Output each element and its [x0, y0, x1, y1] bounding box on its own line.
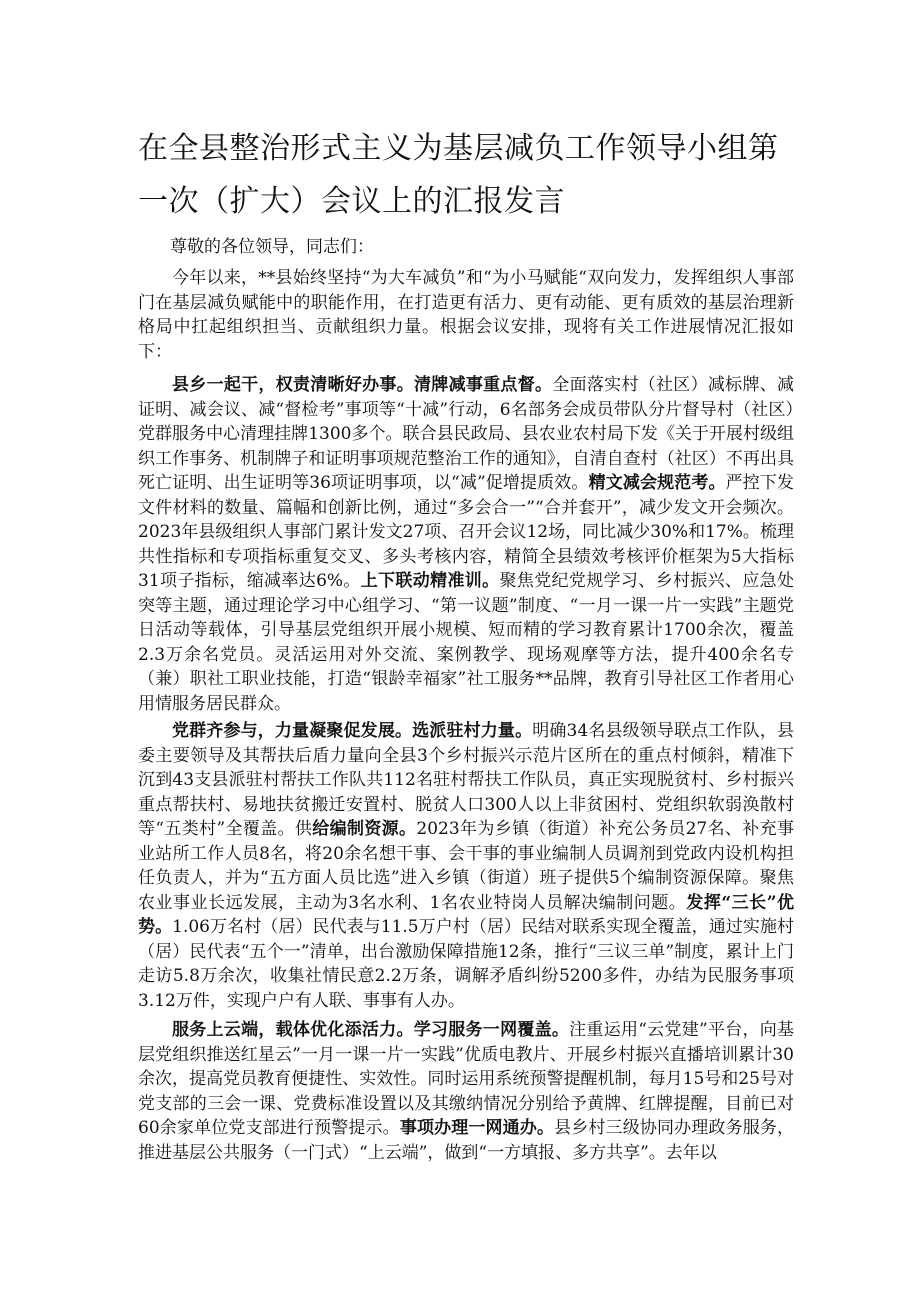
section-2-subheading-2: 给编制资源。: [312, 819, 417, 839]
section-1-text-1: 全面落实村（社区）减标牌、减证明、减会议、减“督检考”事项等“十减”行动，6名部务会成员带队分片督导村（社区）党群服务中心清理挂牌1300多个。联合县民政局、县农业农村局下发《关于开展村级组织工作事务、机制牌子和证明事项规范整治工作的通知》，自清自查村（社区）不再出具死亡证明、出生证明等36项证明事项，以“减”促增提质效。: [138, 375, 795, 493]
section-2-subheading-1: 选派驻村力量。: [412, 721, 533, 741]
intro-paragraph: 今年以来，**县始终坚持“为大车减负”和“为小马赋能“双向发力，发挥组织人事部门在基层减负赋能中的职能作用，在打造更有活力、更有动能、更有质效的基层治理新格局中扛起组织担当、贡献组织力量。根据会议安排，现将有关工作进展情况汇报如下：: [138, 268, 794, 362]
section-2-text-1: 明确34名县级领导联点工作队，县委主要领导及其帮扶后盾力量向全县3个乡村振兴示范片区所在的重点村倾斜，精准下沉到43支县派驻村帮扶工作队共112名驻村帮扶工作队员，真正实现脱贫村、乡村振兴重点帮扶村、易地扶贫搬迁安置村、脱贫人口300人以上非贫困村、党组织软弱涣散村等“五类村”全覆盖。供: [138, 721, 795, 839]
section-3-paragraph: [138, 1018, 794, 1165]
section-3-text-2: 县乡村三级协同办理政务服务，推进基层公共服务（一门式）“上云端”，做到“一方填报、多方共享”。去年以: [138, 1118, 795, 1163]
section-1-subheading-1: 清牌减事重点督。: [414, 375, 553, 395]
section-3-subheading-1: 学习服务一网覆盖。: [413, 1020, 570, 1040]
section-1-paragraph: [138, 373, 794, 716]
section-2-heading: 党群齐参与，力量凝聚促发展。: [172, 721, 413, 741]
section-2-text-3: 1.06万名村（居）民代表与11.5万户村（居）民结对联系实现全覆盖，通过实施村（居）民代表“五个一”清单，出台激励保障措施12条，推行“三议三单”制度，累计上门走访5.8万余次，收集社情民意2.2万条，调解矛盾纠纷5200多件，办结为民服务事项3.12万件，实现户户有人联、事事有人办。: [138, 917, 795, 1011]
section-1-heading: 县乡一起干，权责清晰好办事。: [172, 375, 414, 395]
section-1-subheading-2: 精文减会规范考。: [588, 473, 726, 493]
section-2-paragraph: [138, 719, 794, 1013]
section-2-text-2: 2023年为乡镇（街道）补充公务员27名、补充事业站所工作人员8名，将20余名想干事、会干事的事业编制人员调剂到党政内设机构担任负责人，并为“五方面人员比选”进入乡镇（街道）班子提供5个编制资源保障。聚焦农业事业长远发展，主动为3名水利、1名农业特岗人员解决编制问题。: [138, 819, 794, 913]
section-1-text-3: 聚焦党纪党规学习、乡村振兴、应急处突等主题，通过理论学习中心组学习、“第一议题”制度、“一月一课一片一实践”主题党日活动等载体，引导基层党组织开展小规模、短而精的学习教育累计1700余次，覆盖2.3万余名党员。灵活运用对外交流、案例教学、现场观摩等方法，提升400余名专（兼）职社工职业技能，打造“银龄幸福家”社工服务**品牌，教育引导社区工作者用心用情服务居民群众。: [138, 571, 795, 714]
section-3-subheading-2: 事项办理一网通办。: [399, 1118, 555, 1138]
section-3-heading: 服务上云端，载体优化添活力。: [172, 1020, 414, 1040]
salutation: 尊敬的各位领导，同志们：: [170, 237, 374, 257]
section-1-text-2: 严控下发文件材料的数量、篇幅和创新比例，通过“多会合一”“合并套开”，减少发文开会频次。2023年县级组织人事部门累计发文27项、召开会议12场，同比减少30%和17%。梳理共性指标和专项指标重复交叉、多头考核内容，精简全县绩效考核评价框架为5大指标31项子指标，缩减率达6%。: [138, 473, 795, 591]
section-1-subheading-3: 上下联动精准训。: [360, 571, 500, 591]
section-3-text-1: 注重运用“云党建”平台，向基层党组织推送红星云”一月一课一片一实践”优质电教片、开展乡村振兴直播培训累计30余次，提高党员教育便捷性、实效性。同时运用系统预警提醒机制，每月15号和25号对党支部的三会一课、党费标准设置以及其缴纳情况分别给予黄牌、红牌提醒，目前已对60余家单位党支部进行预警提示。: [138, 1020, 795, 1138]
document-title: 在全县整治形式主义为基层减负工作领导小组第一次（扩大）会议上的汇报发言: [138, 131, 779, 219]
section-2-subheading-3: 发挥“三长”优势。: [138, 892, 794, 937]
